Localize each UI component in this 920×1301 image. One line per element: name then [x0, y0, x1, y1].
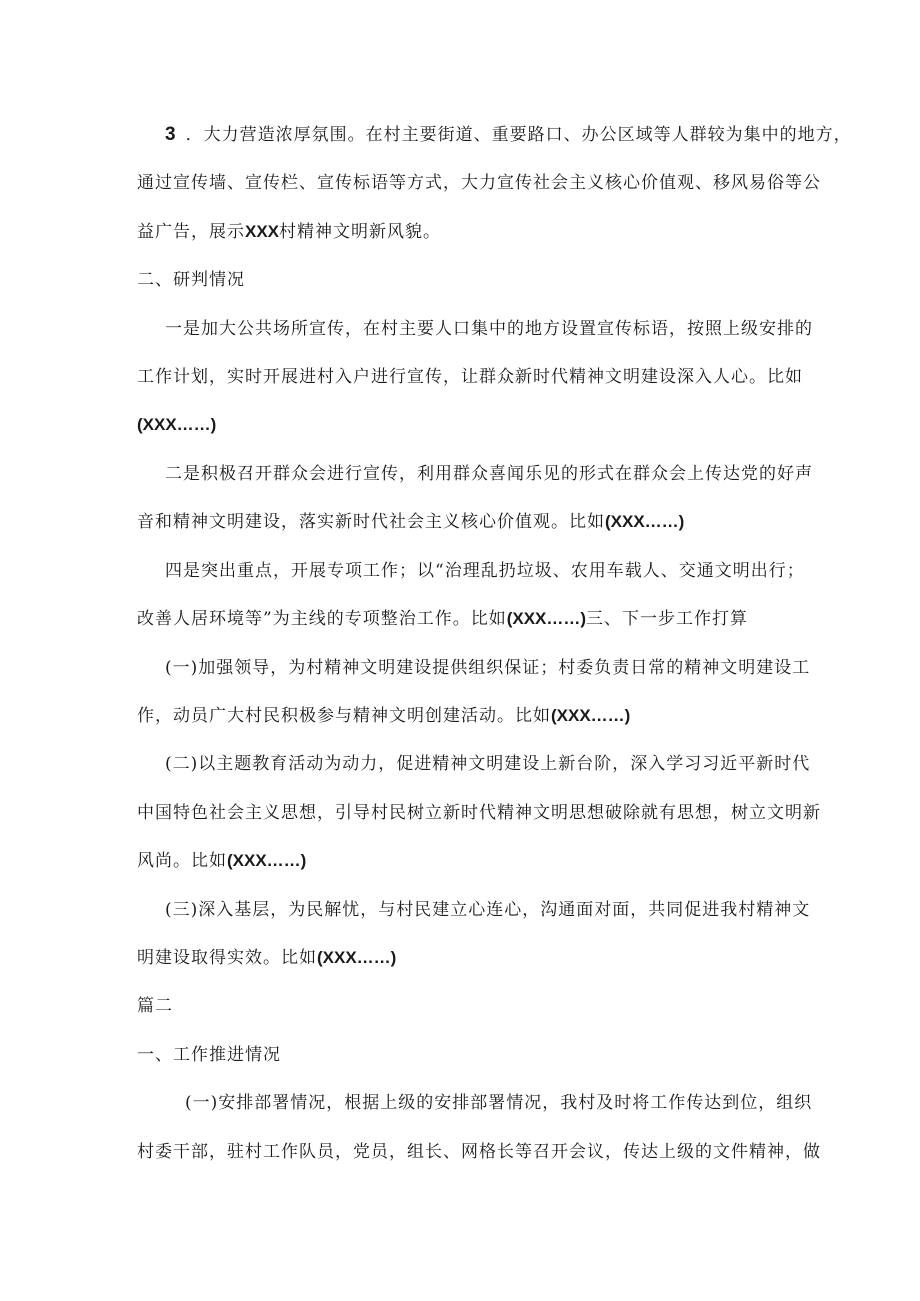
paragraph-3-line-1 — [165, 123, 852, 147]
paragraph-two-line-1: (二)以主题教育活动为动力，促进精神文明建设上新台阶，深入学习习近平新时代 — [165, 754, 811, 774]
placeholder-xxx: (XXX……) — [317, 948, 397, 967]
paragraph-3-line-2: 通过宣传墙、宣传栏、宣传标语等方式，大力宣传社会主义核心价值观、移风易俗等公 — [137, 173, 821, 193]
paragraph-two-line-3 — [137, 849, 306, 873]
part-heading-pian-er: 篇二 — [137, 996, 173, 1016]
paragraph-one-line-2 — [137, 704, 630, 728]
paragraph-er-line-1: 二是积极召开群众会进行宣传，利用群众喜闻乐见的形式在群众会上传达党的好声 — [165, 464, 813, 484]
section-heading-yanpan: 二、研判情况 — [137, 270, 245, 290]
paragraph-3-line-3 — [137, 220, 441, 244]
paragraph-er-line-2 — [137, 510, 684, 534]
section-heading-work-progress: 一、工作推进情况 — [137, 1045, 281, 1065]
text-run: 村精神文明新风貌。 — [279, 222, 442, 242]
placeholder-xxx: (XXX……) — [605, 512, 685, 531]
text-run: ．大力营造浓厚氛围。在村主要街道、重要路口、办公区域等人群较为集中的地方， — [185, 125, 852, 145]
paragraph-two-line-2: 中国特色社会主义思想，引导村民树立新时代精神文明思想破除就有思想，树立文明新 — [137, 803, 821, 823]
text-run: 明建设取得实效。比如 — [137, 948, 317, 968]
section-heading-next-steps: 三、下一步工作打算 — [586, 609, 749, 629]
paragraph-three-line-2 — [137, 946, 396, 970]
text-run: 益广告，展示 — [137, 222, 245, 242]
text-run: 风尚。比如 — [137, 851, 227, 871]
placeholder-xxx: (XXX……) — [506, 609, 587, 628]
paragraph-one-line-1: (一)加强领导，为村精神文明建设提供组织保证；村委负责日常的精神文明建设工 — [165, 658, 811, 678]
paragraph-si-line-1: 四是突出重点，开展专项工作；以“治理乱扔垃圾、农用车载人、交通文明出行； — [165, 561, 805, 581]
text-run: 改善人居环境等”为主线的专项整治工作。比如 — [137, 609, 507, 629]
paragraph-three-line-1: (三)深入基层，为民解忧，与村民建立心连心，沟通面对面，共同促进我村精神文 — [165, 900, 811, 920]
paragraph-yi-line-1: 一是加大公共场所宣传，在村主要人口集中的地方设置宣传标语，按照上级安排的 — [165, 319, 813, 339]
placeholder-xxx: (XXX……) — [551, 706, 631, 725]
paragraph-arrangement-line-1: (一)安排部署情况，根据上级的安排部署情况，我村及时将工作传达到位，组织 — [185, 1093, 813, 1113]
paragraph-si-line-2 — [137, 607, 748, 631]
paragraph-arrangement-line-2: 村委干部，驻村工作队员，党员，组长、网格长等召开会议，传达上级的文件精神，做 — [137, 1142, 821, 1162]
placeholder-xxx: XXX — [245, 222, 280, 241]
item-number: 3 — [165, 124, 176, 145]
paragraph-yi-line-2: 工作计划，实时开展进村入户进行宣传，让群众新时代精神文明建设深入人心。比如 — [137, 367, 803, 387]
placeholder-xxx: (XXX……) — [227, 851, 307, 870]
text-run: 作，动员广大村民积极参与精神文明创建活动。比如 — [137, 706, 551, 726]
paragraph-yi-line-3: (XXX……) — [137, 415, 217, 434]
text-run: 音和精神文明建设，落实新时代社会主义核心价值观。比如 — [137, 512, 605, 532]
